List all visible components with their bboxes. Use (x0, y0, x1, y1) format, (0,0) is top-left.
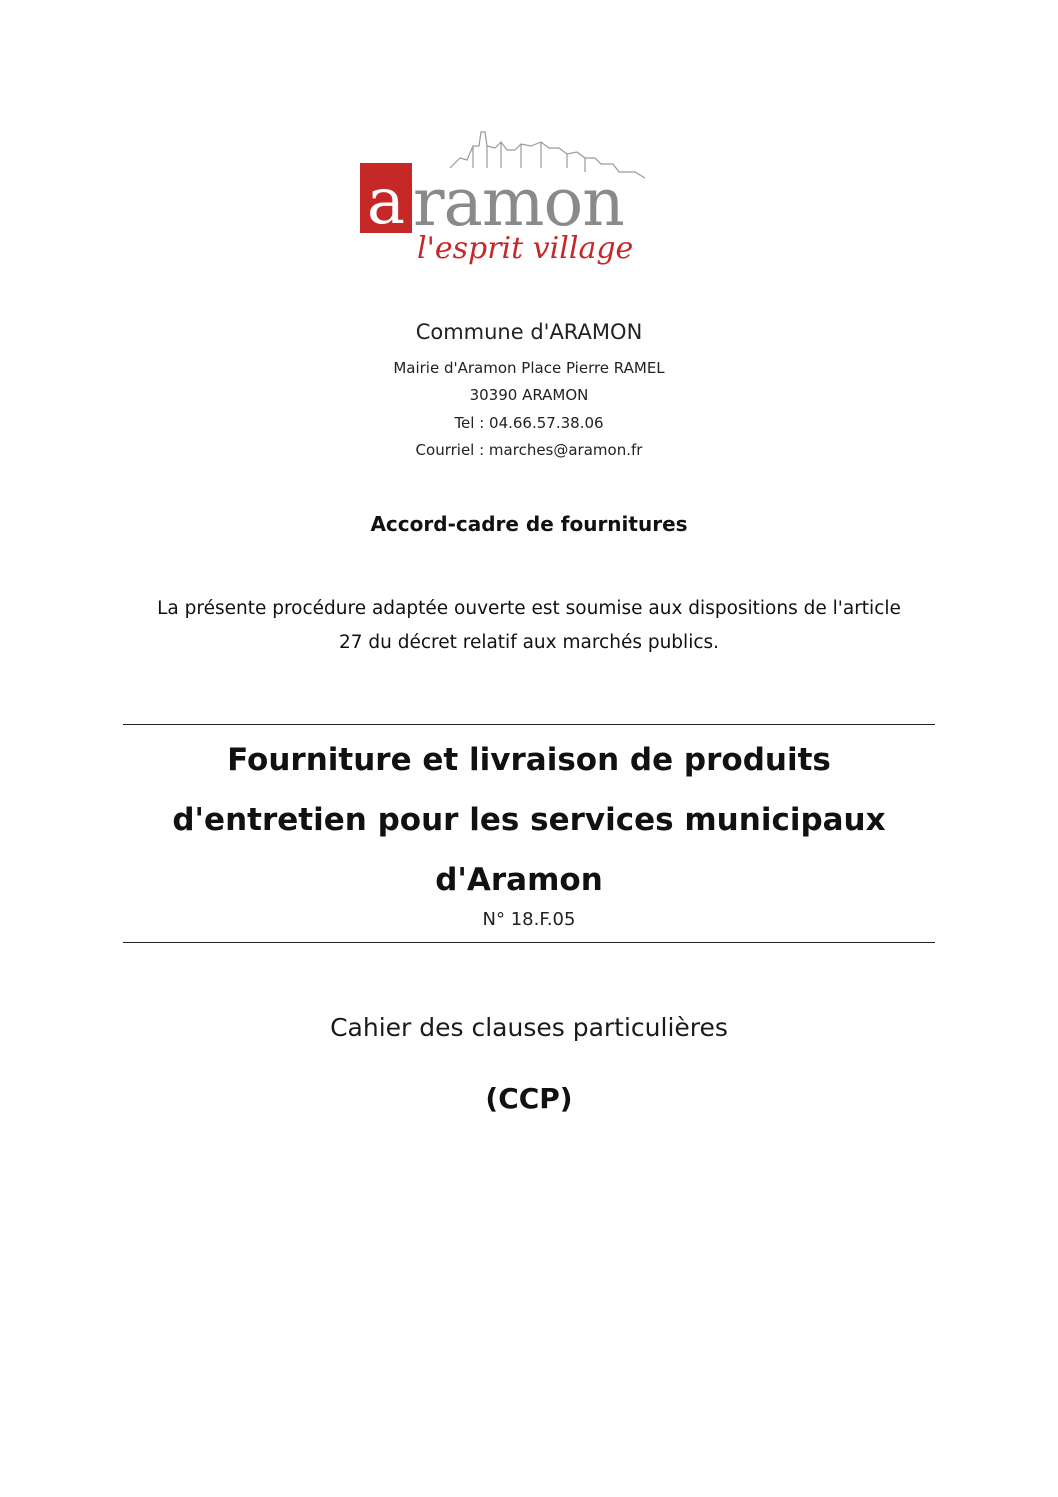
aramon-logo-graphic (355, 128, 715, 288)
address-line: Mairie d'Aramon Place Pierre RAMEL (393, 359, 665, 377)
title-line: d'entretien pour les services municipaux (172, 802, 886, 838)
contract-number: N° 18.F.05 (482, 909, 576, 930)
procedure-line: La présente procédure adaptée ouverte est soumise aux dispositions de l'article (157, 598, 901, 619)
document-title (0, 730, 1058, 910)
svg-text:ramon: ramon (413, 164, 624, 241)
commune-name: Commune d'ARAMON (415, 320, 643, 344)
address-line: 30390 ARAMON (469, 386, 589, 404)
procedure-line: 27 du décret relatif aux marchés publics. (338, 632, 720, 653)
document-abbreviation: (CCP) (485, 1082, 573, 1115)
svg-text:l'esprit village: l'esprit village (417, 231, 634, 266)
title-bottom-rule (123, 942, 935, 943)
contract-type: Accord-cadre de fournitures (370, 512, 688, 536)
title-line: Fourniture et livraison de produits (227, 742, 831, 778)
aramon-logo (355, 128, 715, 288)
phone-line: Tel : 04.66.57.38.06 (454, 414, 604, 432)
procedure-statement (0, 592, 1058, 660)
title-line: d'Aramon (435, 862, 603, 898)
email-line: Courriel : marches@aramon.fr (415, 441, 643, 459)
document-name: Cahier des clauses particulières (330, 1013, 728, 1042)
svg-text:a: a (366, 165, 406, 239)
title-top-rule (123, 724, 935, 725)
